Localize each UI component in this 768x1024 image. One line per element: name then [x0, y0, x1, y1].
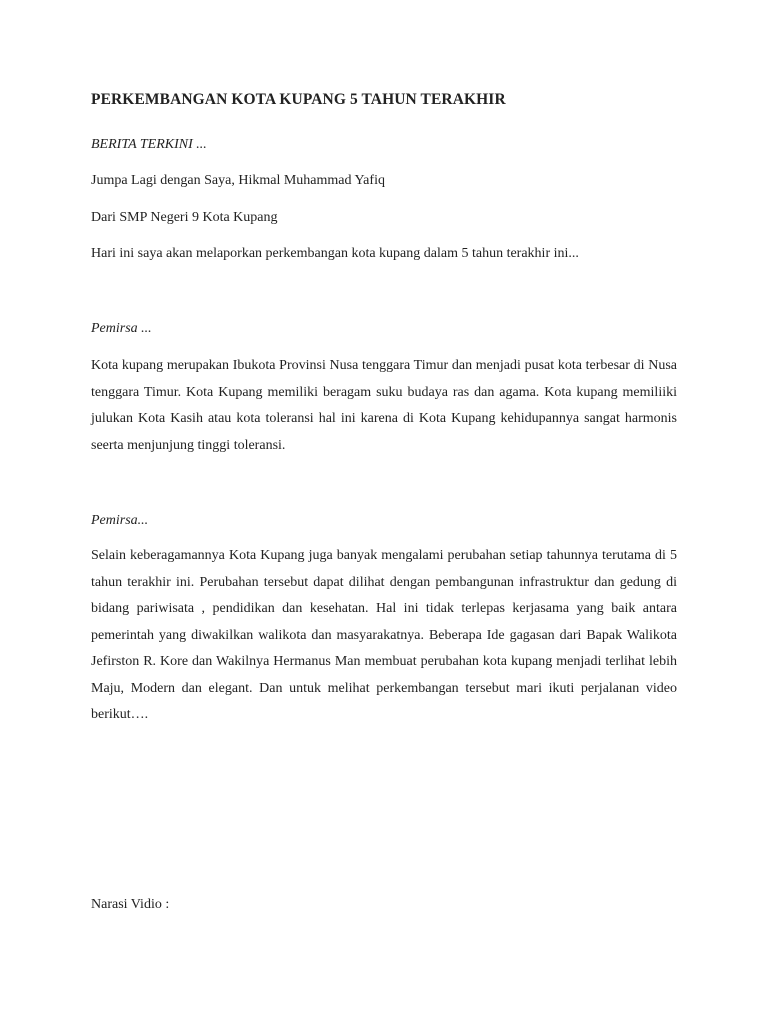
- address-line-2: Pemirsa...: [91, 513, 149, 528]
- document-title: PERKEMBANGAN KOTA KUPANG 5 TAHUN TERAKHIR: [91, 91, 506, 108]
- narration-label: Narasi Vidio :: [91, 897, 170, 912]
- address-line-1: Pemirsa ...: [91, 321, 152, 336]
- greeting-line: Jumpa Lagi dengan Saya, Hikmal Muhammad Yafiq: [91, 173, 385, 188]
- paragraph-2: Selain keberagamannya Kota Kupang juga banyak mengalami perubahan setiap tahunnya terutama di 5 tahun terakhir ini. Perubahan tersebut dapat dilihat dengan pembangunan infrastruktur dan gedung di bidang pariwisata , pendidikan dan kesehatan. Hal ini tidak terlepas kerjasama yang baik antara pemerintah yang diwakilkan walikota dan masyarakatnya. Beberapa Ide gagasan dari Bapak Walikota Jefirston R. Kore dan Wakilnya Hermanus Man membuat perubahan kota kupang menjadi terlihat lebih Maju, Modern dan elegant. Dan untuk melihat perkembangan tersebut mari ikuti perjalanan video berikut….: [91, 548, 677, 722]
- intro-line: Hari ini saya akan melaporkan perkembangan kota kupang dalam 5 tahun terakhir ini...: [91, 246, 579, 261]
- paragraph-1: Kota kupang merupakan Ibukota Provinsi Nusa tenggara Timur dan menjadi pusat kota terbesar di Nusa tenggara Timur. Kota Kupang memiliki beragam suku budaya ras dan agama. Kota kupang memiliiki julukan Kota Kasih atau kota toleransi hal ini karena di Kota Kupang kehidupannya sangat harmonis seerta menjunjung tinggi toleransi.: [91, 358, 677, 453]
- breaking-news-line: BERITA TERKINI ...: [91, 137, 207, 152]
- school-line: Dari SMP Negeri 9 Kota Kupang: [91, 210, 278, 225]
